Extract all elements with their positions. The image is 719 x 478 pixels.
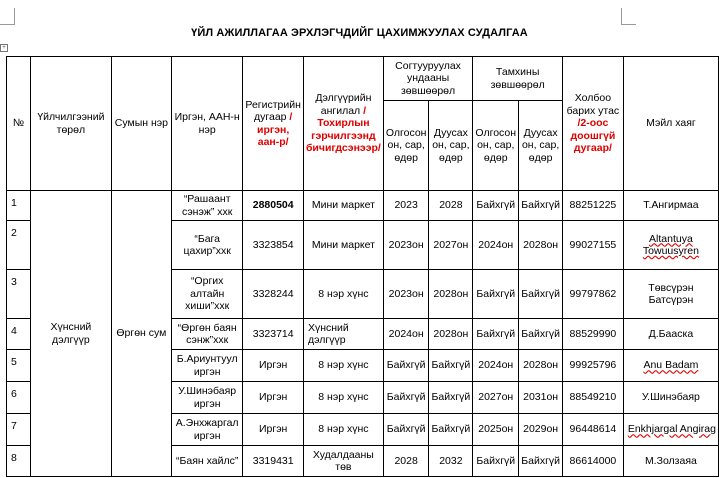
phone-number: 88549210	[563, 382, 624, 414]
alcohol-issued: 2028	[383, 446, 429, 477]
registration-number: Иргэн	[243, 350, 304, 382]
service-type-cell: Хүнсний дэлгүүр	[30, 191, 111, 477]
row-no: 6	[7, 382, 31, 414]
header-phone-main: Холбоо барих утас	[566, 92, 620, 117]
shop-category: 8 нэр хүнс	[303, 382, 383, 414]
alcohol-expires: Байхгүй	[429, 350, 473, 382]
margin-mark-top-left-v	[14, 8, 15, 25]
alcohol-issued: 2023он	[383, 270, 429, 319]
shop-category: Худалдааны төв	[303, 446, 383, 477]
alcohol-issued: Байхгүй	[383, 350, 429, 382]
shop-category: 8 нэр хүнс	[303, 270, 383, 319]
email-address: Төвсүрэн Батсүрэн	[623, 270, 718, 319]
alcohol-expires: 2032	[429, 446, 473, 477]
registration-number: 3323714	[243, 319, 304, 350]
phone-number: 99925796	[563, 350, 624, 382]
row-no: 4	[7, 319, 31, 350]
header-service-type: Үйлчилгээний төрөл	[30, 57, 111, 191]
document-title: ҮЙЛ АЖИЛЛАГАА ЭРХЛЭГЧДИЙГ ЦАХИМЖУУЛАХ СУДАЛГАА	[191, 27, 528, 39]
email-address: Altantuya Towuusyren	[623, 221, 718, 270]
row-no: 8	[7, 446, 31, 477]
header-alcohol-permit: Согтууруулах ундааны зөвшөөрөл	[383, 57, 472, 101]
citizen-name: “Рашаант сэнэж” ххк	[171, 191, 243, 221]
registration-number: 3323854	[243, 221, 304, 270]
tobacco-expires: 2031он	[519, 382, 563, 414]
citizen-name: А.Энхжаргал иргэн	[171, 414, 243, 446]
tobacco-expires: 2028он	[519, 350, 563, 382]
tobacco-expires: Байхгүй	[519, 191, 563, 221]
shop-category: Мини маркет	[303, 221, 383, 270]
citizen-name: Б.Ариунтуул иргэн	[171, 350, 243, 382]
header-no: №	[7, 57, 31, 191]
registration-number: 3319431	[243, 446, 304, 477]
tobacco-expires: 2028он	[519, 221, 563, 270]
citizen-name: “Өргөн баян сэнж”ххк	[171, 319, 243, 350]
registration-number: Иргэн	[243, 414, 304, 446]
row-no: 5	[7, 350, 31, 382]
citizen-name: “Оргих алтайн хиши”ххк	[171, 270, 243, 319]
registration-number: 3328244	[243, 270, 304, 319]
tobacco-issued: 2027он	[473, 382, 519, 414]
header-registration-main: Регистрийн дугаар	[245, 98, 301, 123]
alcohol-expires: 2027он	[429, 221, 473, 270]
tobacco-issued: Байхгүй	[473, 270, 519, 319]
header-registration-note: /иргэн, аан-р/	[257, 111, 293, 148]
citizen-name: “Баян хайлс”	[171, 446, 243, 477]
tobacco-expires: Байхгүй	[519, 319, 563, 350]
tobacco-issued: 2024он	[473, 221, 519, 270]
header-email: Мэйл хаяг	[623, 57, 718, 191]
margin-mark-top-right-h	[621, 24, 636, 25]
shop-category: 8 нэр хүнс	[303, 414, 383, 446]
phone-number: 88251225	[563, 191, 624, 221]
alcohol-expires: 2028	[429, 191, 473, 221]
row-no: 3	[7, 270, 31, 319]
tobacco-issued: 2024он	[473, 350, 519, 382]
email-address: У.Шинэбаяр	[623, 382, 718, 414]
email-address: Enkhjargal Angirag	[623, 414, 718, 446]
shop-category: 8 нэр хүнс	[303, 350, 383, 382]
citizen-name: “Бага цахир”ххк	[171, 221, 243, 270]
shop-category: Хүнсний дэлгүүр	[303, 319, 383, 350]
table-move-handle-icon[interactable]: +	[0, 44, 8, 52]
alcohol-expires: Байхгүй	[429, 414, 473, 446]
alcohol-issued: 2023он	[383, 221, 429, 270]
row-no: 7	[7, 414, 31, 446]
phone-number: 99027155	[563, 221, 624, 270]
alcohol-expires: 2028он	[429, 270, 473, 319]
header-tobacco-issued: Олгосон он, сар, өдөр	[473, 101, 519, 191]
table-row	[7, 191, 719, 221]
header-alcohol-issued: Олгосон он, сар, өдөр	[383, 101, 429, 191]
phone-number: 88529990	[563, 319, 624, 350]
margin-mark-top-right-v	[621, 8, 622, 25]
survey-table	[6, 56, 719, 477]
header-tobacco-permit: Тамхины зөвшөөрөл	[473, 57, 563, 101]
tobacco-issued: Байхгүй	[473, 446, 519, 477]
margin-mark-top-left-h	[0, 24, 14, 25]
email-address: Anu Badam	[623, 350, 718, 382]
phone-number: 86614000	[563, 446, 624, 477]
email-address: Д.Баacка	[623, 319, 718, 350]
alcohol-expires: 2028он	[429, 319, 473, 350]
alcohol-issued: 2024он	[383, 319, 429, 350]
tobacco-issued: Байхгүй	[473, 191, 519, 221]
header-tobacco-expires: Дуусах он, сар, өдөр	[519, 101, 563, 191]
alcohol-issued: Байхгүй	[383, 414, 429, 446]
tobacco-expires: Байхгүй	[519, 270, 563, 319]
phone-number: 99797862	[563, 270, 624, 319]
alcohol-issued: 2023	[383, 191, 429, 221]
email-address: Т.Ангирмаа	[623, 191, 718, 221]
soum-cell: Өргөн сум	[111, 191, 171, 477]
header-alcohol-expires: Дуусах он, сар, өдөр	[429, 101, 473, 191]
tobacco-expires: Байхгүй	[519, 446, 563, 477]
header-phone-note: /2-оос доошгүй дугаар/	[570, 117, 616, 155]
citizen-name: У.Шинэбаяр иргэн	[171, 382, 243, 414]
header-soum: Сумын нэр	[111, 57, 171, 191]
header-shop-note: /Тохирлын гэрчилгээнд бичигдсэнээр/	[305, 104, 381, 155]
header-registration	[243, 57, 304, 191]
header-shop-category	[303, 57, 383, 191]
row-no: 1	[7, 191, 31, 221]
row-no: 2	[7, 221, 31, 270]
header-phone	[563, 57, 624, 191]
header-citizen: Иргэн, ААН-н нэр	[171, 57, 243, 191]
tobacco-issued: Байхгүй	[473, 319, 519, 350]
alcohol-issued: Байхгүй	[383, 382, 429, 414]
header-shop-main: Дэлгүүрийн ангилал	[315, 92, 372, 117]
phone-number: 96448614	[563, 414, 624, 446]
registration-number: Иргэн	[243, 382, 304, 414]
tobacco-issued: 2025он	[473, 414, 519, 446]
email-address: М.Золзаяа	[623, 446, 718, 477]
alcohol-expires: Байхгүй	[429, 382, 473, 414]
registration-number: 2880504	[243, 191, 304, 221]
shop-category: Мини маркет	[303, 191, 383, 221]
tobacco-expires: 2029он	[519, 414, 563, 446]
